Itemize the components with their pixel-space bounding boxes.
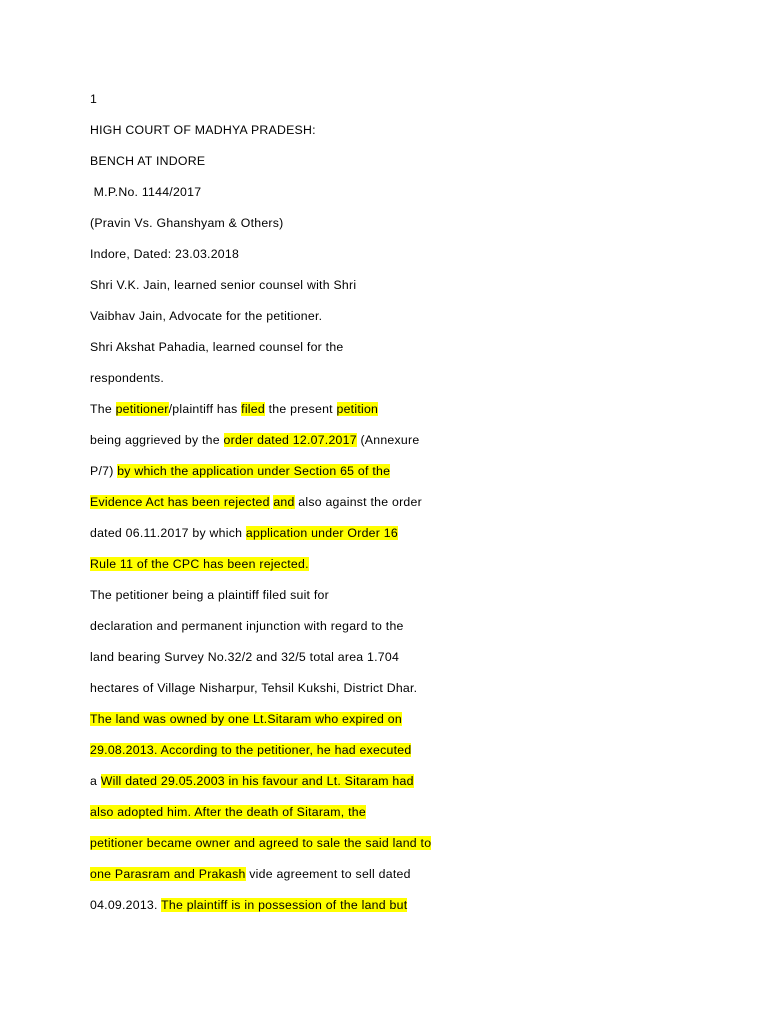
- highlighted-text: 29.08.2013. According to the petitioner, he had executed: [90, 743, 412, 757]
- document-line: [90, 301, 670, 332]
- document-line: [90, 580, 670, 611]
- plain-text: The petitioner being a plaintiff filed suit for: [90, 588, 329, 602]
- document-line: [90, 425, 670, 456]
- plain-text: P/7): [90, 464, 118, 478]
- document-line: [90, 239, 670, 270]
- document-line: [90, 797, 670, 828]
- plain-text: /plaintiff has: [168, 402, 242, 416]
- highlighted-text: application under Order 16: [245, 526, 398, 540]
- plain-text: respondents.: [90, 371, 165, 385]
- plain-text: 04.09.2013.: [90, 898, 162, 912]
- highlighted-text: by which the application under Section 65 of the: [117, 464, 391, 478]
- document-lines: [90, 115, 670, 921]
- highlighted-text: Evidence Act has been rejected: [90, 495, 270, 509]
- document-line: [90, 332, 670, 363]
- plain-text: a: [90, 774, 101, 788]
- document-text-body: [90, 84, 670, 921]
- plain-text: Shri V.K. Jain, learned senior counsel with Shri: [90, 278, 357, 292]
- document-line: [90, 859, 670, 890]
- document-line: [90, 177, 670, 208]
- highlighted-text: Will dated 29.05.2003 in his favour and Lt. Sitaram had: [100, 774, 414, 788]
- document-line: [90, 146, 670, 177]
- document-line: [90, 704, 670, 735]
- plain-text: (Pravin Vs. Ghanshyam & Others): [90, 216, 284, 230]
- highlighted-text: filed: [241, 402, 265, 416]
- document-line: [90, 487, 670, 518]
- highlighted-text: petitioner: [115, 402, 169, 416]
- page-number: 1: [90, 92, 97, 106]
- document-line: [90, 115, 670, 146]
- plain-text: hectares of Village Nisharpur, Tehsil Kukshi, District Dhar.: [90, 681, 418, 695]
- highlighted-text: also adopted him. After the death of Sitaram, the: [90, 805, 366, 819]
- plain-text: Indore, Dated: 23.03.2018: [90, 247, 240, 261]
- document-line: [90, 735, 670, 766]
- plain-text: Shri Akshat Pahadia, learned counsel for the: [90, 340, 344, 354]
- highlighted-text: The plaintiff is in possession of the land but: [161, 898, 408, 912]
- document-line: [90, 611, 670, 642]
- document-line: [90, 363, 670, 394]
- plain-text: declaration and permanent injunction with regard to the: [90, 619, 404, 633]
- highlighted-text: The land was owned by one Lt.Sitaram who expired on: [90, 712, 402, 726]
- document-line: [90, 549, 670, 580]
- highlighted-text: one Parasram and Prakash: [90, 867, 246, 881]
- document-line: [90, 456, 670, 487]
- document-line: [90, 673, 670, 704]
- plain-text: dated 06.11.2017 by which: [90, 526, 246, 540]
- document-line: [90, 270, 670, 301]
- plain-text: Vaibhav Jain, Advocate for the petitioner.: [90, 309, 323, 323]
- plain-text: vide agreement to sell dated: [245, 867, 411, 881]
- document-line: [90, 828, 670, 859]
- highlighted-text: and: [273, 495, 295, 509]
- document-line: [90, 890, 670, 921]
- plain-text: being aggrieved by the: [90, 433, 224, 447]
- plain-text: HIGH COURT OF MADHYA PRADESH:: [90, 123, 316, 137]
- plain-text: the present: [264, 402, 337, 416]
- plain-text: land bearing Survey No.32/2 and 32/5 total area 1.704: [90, 650, 400, 664]
- document-line: [90, 208, 670, 239]
- plain-text: BENCH AT INDORE: [90, 154, 206, 168]
- highlighted-text: petitioner became owner and agreed to sale the said land to: [90, 836, 432, 850]
- plain-text: The: [90, 402, 116, 416]
- highlighted-text: order dated 12.07.2017: [223, 433, 357, 447]
- highlighted-text: petition: [336, 402, 379, 416]
- plain-text: also against the order: [294, 495, 422, 509]
- plain-text: (Annexure: [356, 433, 420, 447]
- document-line: [90, 394, 670, 425]
- highlighted-text: Rule 11 of the CPC has been rejected.: [90, 557, 309, 571]
- document-line: [90, 642, 670, 673]
- document-line: [90, 766, 670, 797]
- document-line: [90, 518, 670, 549]
- plain-text: M.P.No. 1144/2017: [90, 185, 202, 199]
